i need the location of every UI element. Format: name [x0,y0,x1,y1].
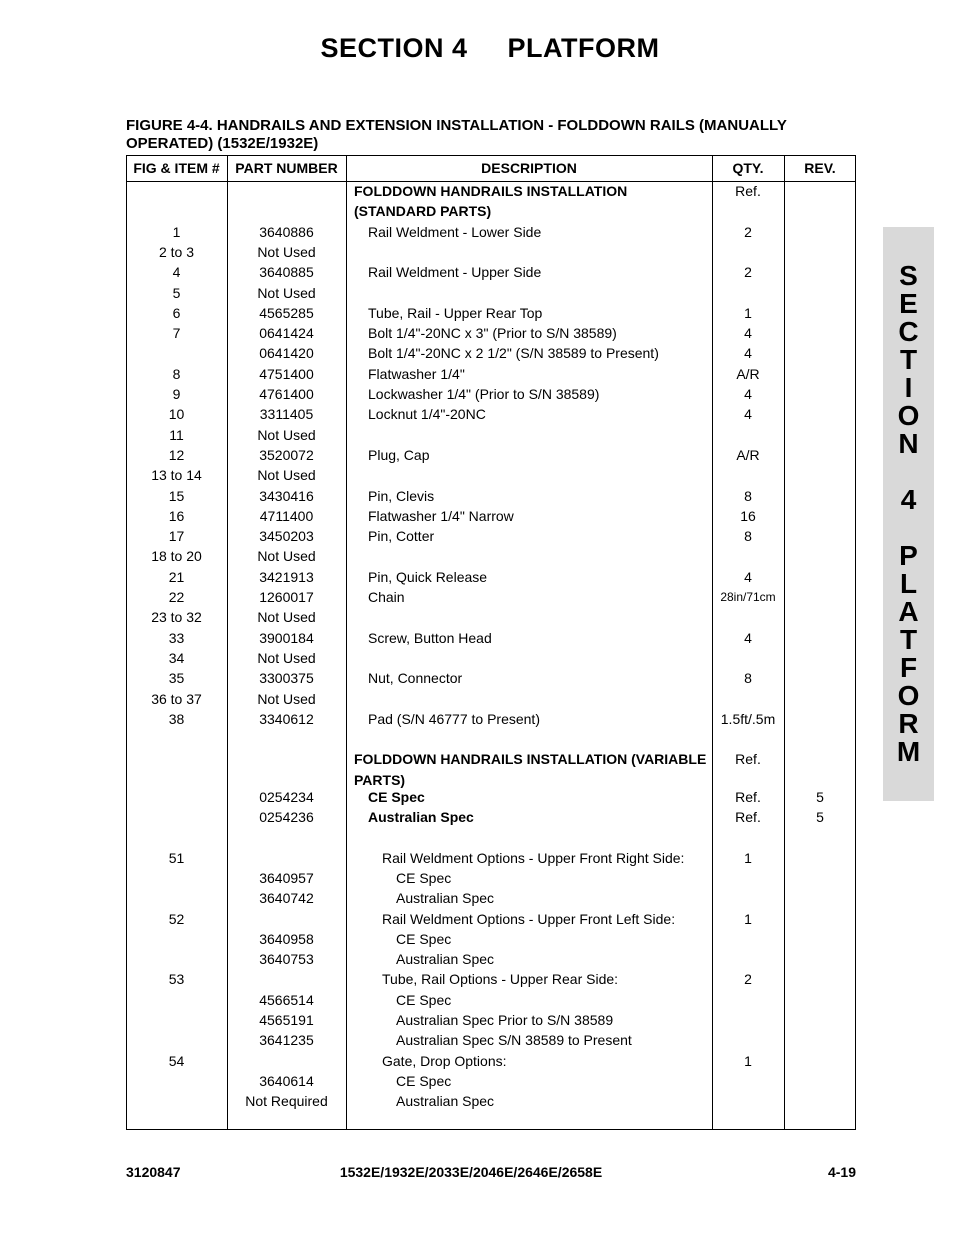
qty-cell: 1 [744,849,752,866]
description-cell: CE Spec [368,788,425,805]
part-number-cell: 0254234 [259,788,314,805]
side-tab-letter: S [899,260,918,291]
fig-item-cell: 4 [172,264,181,281]
table-row [126,283,856,303]
footer-doc-number: 3120847 [126,1164,181,1180]
qty-cell: 16 [740,507,756,524]
fig-item-cell: 21 [168,568,185,585]
fig-item-cell: 11 [169,426,184,443]
part-number-cell: 4711400 [259,507,314,524]
description-cell: Flatwasher 1/4" Narrow [368,507,514,524]
part-number-cell: 3311405 [259,406,314,423]
part-number-cell: Not Used [257,284,316,301]
description-cell: Lockwasher 1/4" (Prior to S/N 38589) [368,386,600,402]
description-cell: Gate, Drop Options: [382,1052,507,1069]
part-number-cell: 0641424 [259,325,314,342]
table-row [126,587,856,607]
description-cell: Locknut 1/4"-20NC [368,406,486,423]
table-row [126,709,856,729]
qty-cell: 1 [744,910,752,927]
table-row [126,1010,856,1030]
side-tab-letter: I [904,372,913,403]
description-cell: Australian Spec [396,951,495,968]
fig-item-cell: 53 [168,971,185,988]
table-row [126,465,856,485]
table-row [126,628,856,648]
description-cell: Nut, Connector [368,670,463,687]
table-row [126,384,856,404]
part-number-cell: 4751400 [259,365,314,382]
description-cell: FOLDDOWN HANDRAILS INSTALLATION [354,183,628,199]
part-number-cell: 0254236 [259,809,314,825]
qty-cell: 1.5ft/.5m [720,710,776,727]
part-number-cell: Not Required [245,1093,328,1110]
description-cell: CE Spec [396,1072,452,1089]
fig-item-cell: 16 [168,507,185,524]
description-cell: CE Spec [396,930,452,947]
fig-item-cell: 17 [168,528,185,545]
description-cell: CE Spec [396,869,452,886]
table-row [126,949,856,969]
side-tab-letter: P [899,540,918,571]
fig-item-cell: 33 [168,629,185,646]
part-number-cell: 3640753 [259,951,314,968]
description-cell: Bolt 1/4"-20NC x 3" (Prior to S/N 38589) [368,325,617,342]
table-row [126,607,856,627]
footer-page-number: 4-19 [827,1164,856,1180]
fig-item-cell: 2 to 3 [158,243,195,260]
side-tab-letter: C [898,316,919,347]
fig-item-cell: 7 [172,325,181,342]
qty-cell: 4 [744,325,752,342]
side-tab-letter: F [899,652,918,683]
description-cell: Chain [368,589,405,605]
table-row [126,567,856,587]
fig-item-cell: 36 to 37 [151,690,202,707]
header-fig-item: FIG & ITEM # [133,160,220,176]
description-cell: Tube, Rail - Upper Rear Top [368,304,543,321]
table-row [126,909,856,929]
fig-item-cell: 18 to 20 [151,548,202,565]
description-cell: Australian Spec [368,809,474,825]
part-number-cell: 4566514 [259,991,314,1008]
part-number-cell: 3430416 [259,487,314,504]
fig-item-cell: 9 [172,386,181,402]
part-number-cell: 3640886 [259,223,314,240]
table-row [126,303,856,323]
part-number-cell: Not Used [257,243,316,260]
header-rev: REV. [804,160,836,176]
qty-cell: A/R [736,446,760,463]
rev-cell: 5 [816,809,824,825]
table-row [126,787,856,807]
table-row [126,181,856,201]
fig-item-cell: 22 [168,589,185,605]
part-number-cell: 3421913 [259,568,314,585]
qty-cell: 1 [744,1052,752,1069]
figure-title [126,117,866,153]
description-cell: Plug, Cap [368,446,430,463]
footer-models: 1532E/1932E/2033E/2046E/2646E/2658E [339,1164,603,1180]
description-cell: Pad (S/N 46777 to Present) [368,710,540,727]
part-number-cell: Not Used [257,467,316,484]
fig-item-cell: 51 [168,849,185,866]
part-number-cell: 3340612 [259,710,314,727]
fig-item-cell: 12 [168,446,185,463]
qty-cell: 2 [744,223,752,240]
description-cell: Australian Spec S/N 38589 to Present [396,1032,632,1049]
part-number-cell: 3640885 [259,264,314,281]
qty-cell: 4 [744,629,752,646]
part-number-cell: 4565191 [259,1012,314,1028]
table-row [126,1071,856,1091]
qty-cell: Ref. [735,183,761,199]
part-number-cell: 3450203 [259,528,314,545]
fig-item-cell: 23 to 32 [151,609,202,626]
table-row [126,323,856,343]
side-tab-letter: T [899,344,918,375]
table-row [126,1030,856,1050]
description-cell: Australian Spec Prior to S/N 38589 [396,1012,614,1028]
table-row [126,807,856,827]
fig-item-cell: 8 [172,365,181,382]
rev-cell: 5 [816,788,824,805]
qty-cell: 2 [744,971,752,988]
side-tab-letter: T [899,624,918,655]
description-cell: Australian Spec [396,890,495,907]
description-cell: (STANDARD PARTS) [354,203,492,220]
description-cell: Pin, Cotter [368,528,435,545]
description-cell: Pin, Quick Release [368,568,488,585]
part-number-cell: Not Used [257,609,316,626]
qty-cell: Ref. [735,809,761,825]
part-number-cell: 3300375 [259,670,314,687]
qty-cell: 4 [744,568,752,585]
description-cell: Flatwasher 1/4" [368,365,465,382]
description-cell: Pin, Clevis [368,487,435,504]
table-row [126,827,856,847]
qty-cell: Ref. [735,751,761,768]
part-number-cell: Not Used [257,548,316,565]
header-description: DESCRIPTION [481,160,577,176]
fig-item-cell: 54 [168,1052,185,1069]
fig-item-cell: 35 [168,670,185,687]
qty-cell: 4 [744,345,752,362]
qty-cell: 2 [744,264,752,281]
fig-item-cell: 6 [172,304,181,321]
fig-item-cell: 15 [168,487,185,504]
table-row [126,242,856,262]
side-tab-letter: A [898,596,919,627]
qty-cell: 4 [744,406,752,423]
side-tab-letter: N [898,428,919,459]
table-row [126,425,856,445]
part-number-cell: 3641235 [259,1032,314,1049]
table-row [126,689,856,709]
part-number-cell: 3900184 [259,629,314,646]
qty-cell: 28in/71cm [720,590,776,604]
table-row [126,546,856,566]
qty-cell: 1 [744,304,752,321]
qty-cell: 8 [744,487,752,504]
table-row [126,969,856,989]
table-row [126,222,856,242]
part-number-cell: 0641420 [259,345,314,362]
side-tab-letter: O [897,400,920,431]
qty-cell: 8 [744,670,752,687]
description-cell: Rail Weldment Options - Upper Front Right Side: [382,849,685,866]
table-row [126,262,856,282]
description-cell: Rail Weldment - Lower Side [368,223,542,240]
table-row [126,888,856,908]
table-row [126,648,856,668]
part-number-cell: Not Used [257,426,316,443]
part-number-cell: 3640958 [259,930,314,947]
table-row [126,486,856,506]
side-tab-letter: L [899,568,918,599]
qty-cell: 4 [744,386,752,402]
table-row [126,364,856,384]
qty-cell: Ref. [735,788,761,805]
part-number-cell: 4761400 [259,386,314,402]
part-number-cell: 3640742 [259,890,314,907]
part-number-cell: Not Used [257,649,316,666]
description-cell: PARTS) [354,771,406,788]
fig-item-cell: 5 [172,284,181,301]
side-tab-letter: M [896,736,921,767]
side-tab-letter: E [899,288,918,319]
description-cell: Bolt 1/4"-20NC x 2 1/2" (S/N 38589 to Present) [368,345,659,362]
fig-item-cell: 52 [168,910,185,927]
table-row [126,749,856,769]
table-row [126,201,856,221]
part-number-cell: 4565285 [259,304,314,321]
fig-item-cell: 1 [172,223,181,240]
fig-item-cell: 13 to 14 [151,467,202,484]
qty-cell: A/R [736,365,760,382]
part-number-cell: 3520072 [259,446,314,463]
fig-item-cell: 10 [168,406,185,423]
table-row [126,526,856,546]
part-number-cell: 3640957 [259,869,314,886]
table-row [126,929,856,949]
part-number-cell: Not Used [257,690,316,707]
side-tab-letter: O [897,680,920,711]
header-part-number: PART NUMBER [235,160,338,176]
table-row [126,990,856,1010]
description-cell: Rail Weldment - Upper Side [368,264,542,281]
fig-item-cell: 38 [168,710,185,727]
part-number-cell: 3640614 [259,1072,314,1089]
description-cell: CE Spec [396,991,452,1008]
table-row [126,1091,856,1111]
side-tab-letter: R [898,708,919,739]
description-cell: Australian Spec [396,1093,495,1110]
table-row [126,506,856,526]
part-number-cell: 1260017 [259,589,314,605]
description-cell: Rail Weldment Options - Upper Front Left Side: [382,910,676,927]
table-row [126,445,856,465]
description-cell: Screw, Button Head [368,629,492,646]
qty-cell: 8 [744,528,752,545]
figure-title-line-1: FIGURE 4-4. HANDRAILS AND EXTENSION INSTALLATION - FOLDDOWN RAILS (MANUALLY [126,117,787,134]
table-row [126,848,856,868]
table-row [126,343,856,363]
figure-title-line-2: OPERATED) (1532E/1932E) [126,135,319,152]
table-row [126,668,856,688]
table-row [126,868,856,888]
side-tab-letter: 4 [900,484,917,515]
table-row [126,729,856,749]
header-qty: QTY. [732,160,764,176]
fig-item-cell: 34 [168,649,185,666]
table-row [126,1051,856,1071]
section-title: SECTION 4 PLATFORM [320,33,660,63]
description-cell: FOLDDOWN HANDRAILS INSTALLATION (VARIABLE [354,751,707,768]
description-cell: Tube, Rail Options - Upper Rear Side: [382,971,619,988]
table-row [126,404,856,424]
